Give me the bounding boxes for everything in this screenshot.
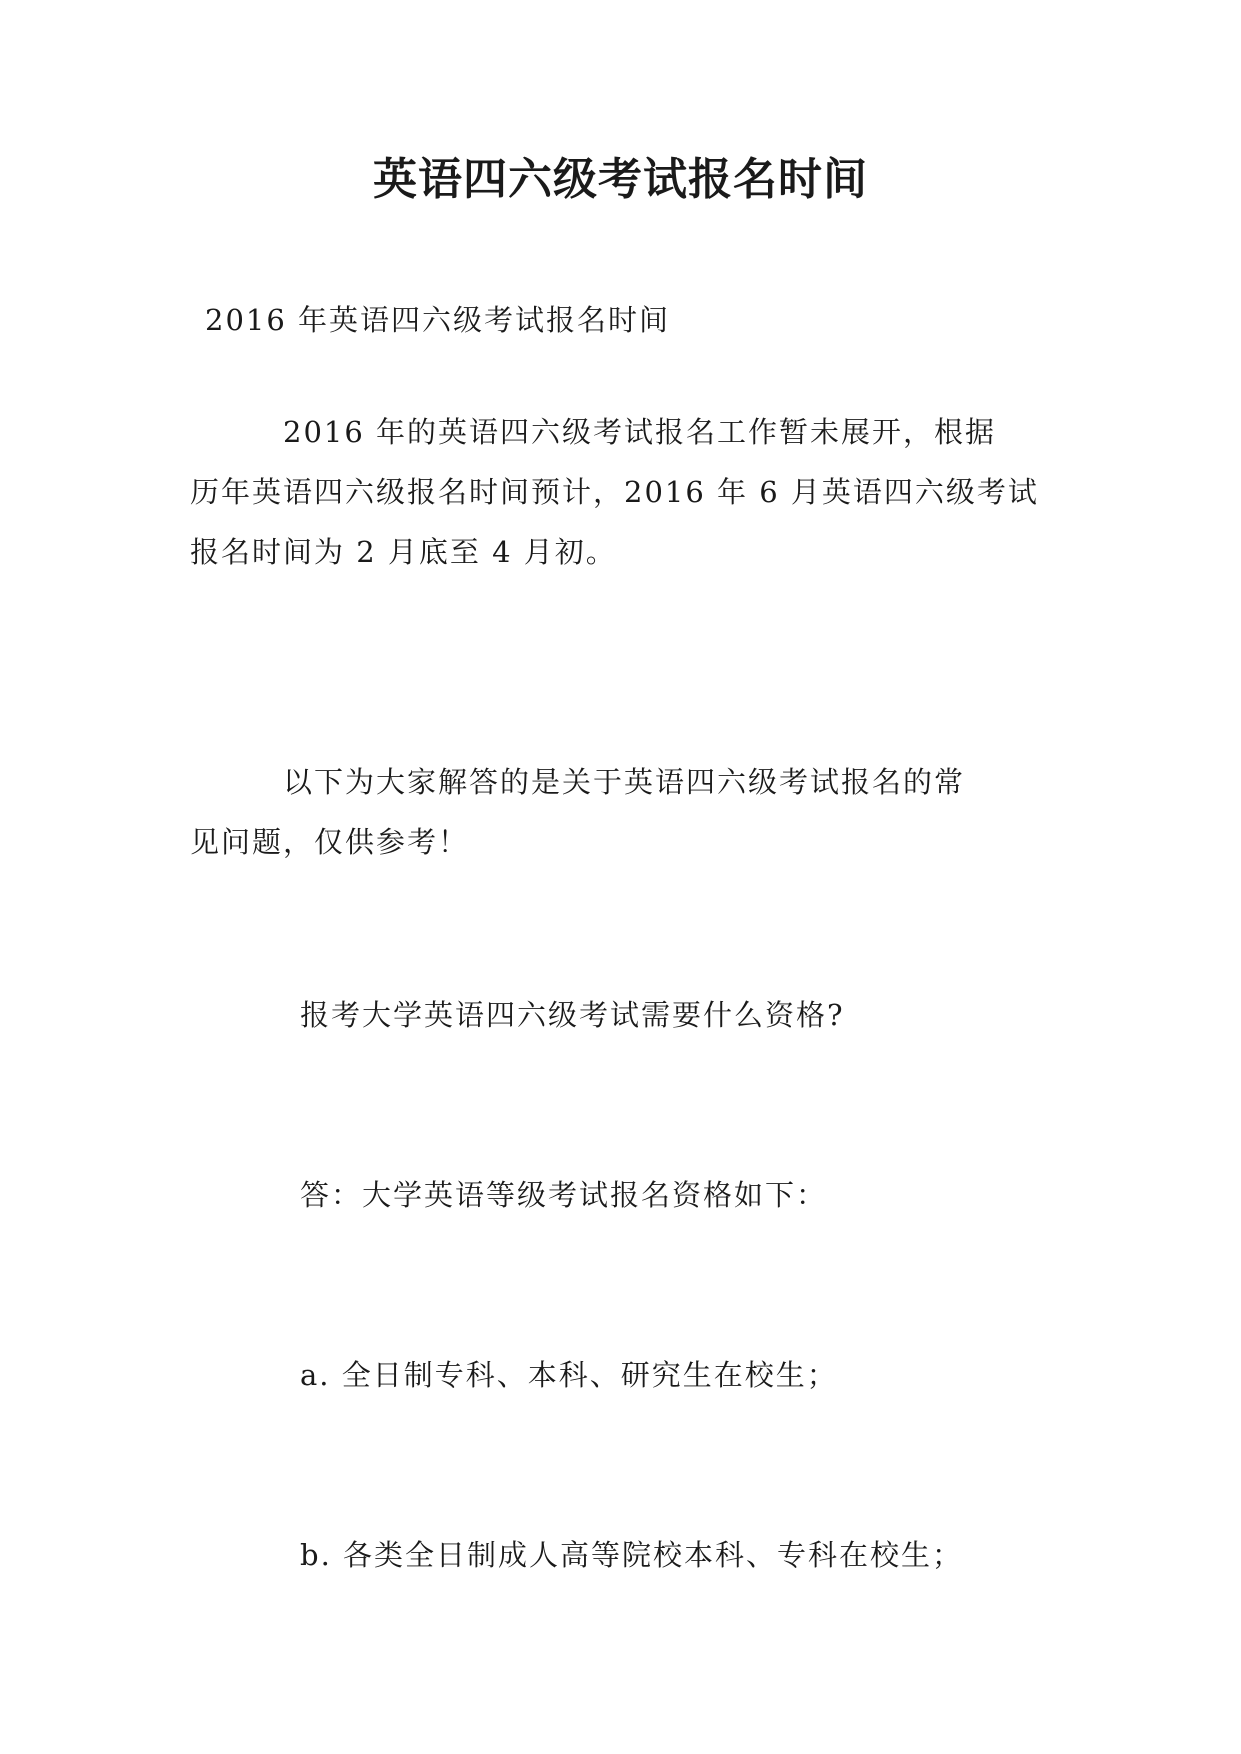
document-title: 英语四六级考试报名时间 xyxy=(373,154,868,205)
list-item: a. 全日制专科、本科、研究生在校生； xyxy=(300,1358,838,1392)
paragraph-line: 以下为大家解答的是关于英语四六级考试报名的常 xyxy=(190,765,966,799)
faq-question: 报考大学英语四六级考试需要什么资格? xyxy=(300,998,845,1032)
list-item: b. 各类全日制成人高等院校本科、专科在校生； xyxy=(300,1538,964,1572)
document-subtitle: 2016 年英语四六级考试报名时间 xyxy=(205,303,671,337)
paragraph-line: 见问题，仅供参考！ xyxy=(190,825,470,859)
paragraph-line: 历年英语四六级报名时间预计，2016 年 6 月英语四六级考试 xyxy=(190,475,1039,509)
paragraph-registration-time xyxy=(190,402,1039,582)
paragraph-faq-intro xyxy=(190,752,965,872)
paragraph-line: 报名时间为 2 月底至 4 月初。 xyxy=(190,535,617,569)
paragraph-line: 2016 年的英语四六级考试报名工作暂未展开，根据 xyxy=(190,415,997,449)
faq-answer-intro: 答：大学英语等级考试报名资格如下： xyxy=(300,1178,828,1212)
